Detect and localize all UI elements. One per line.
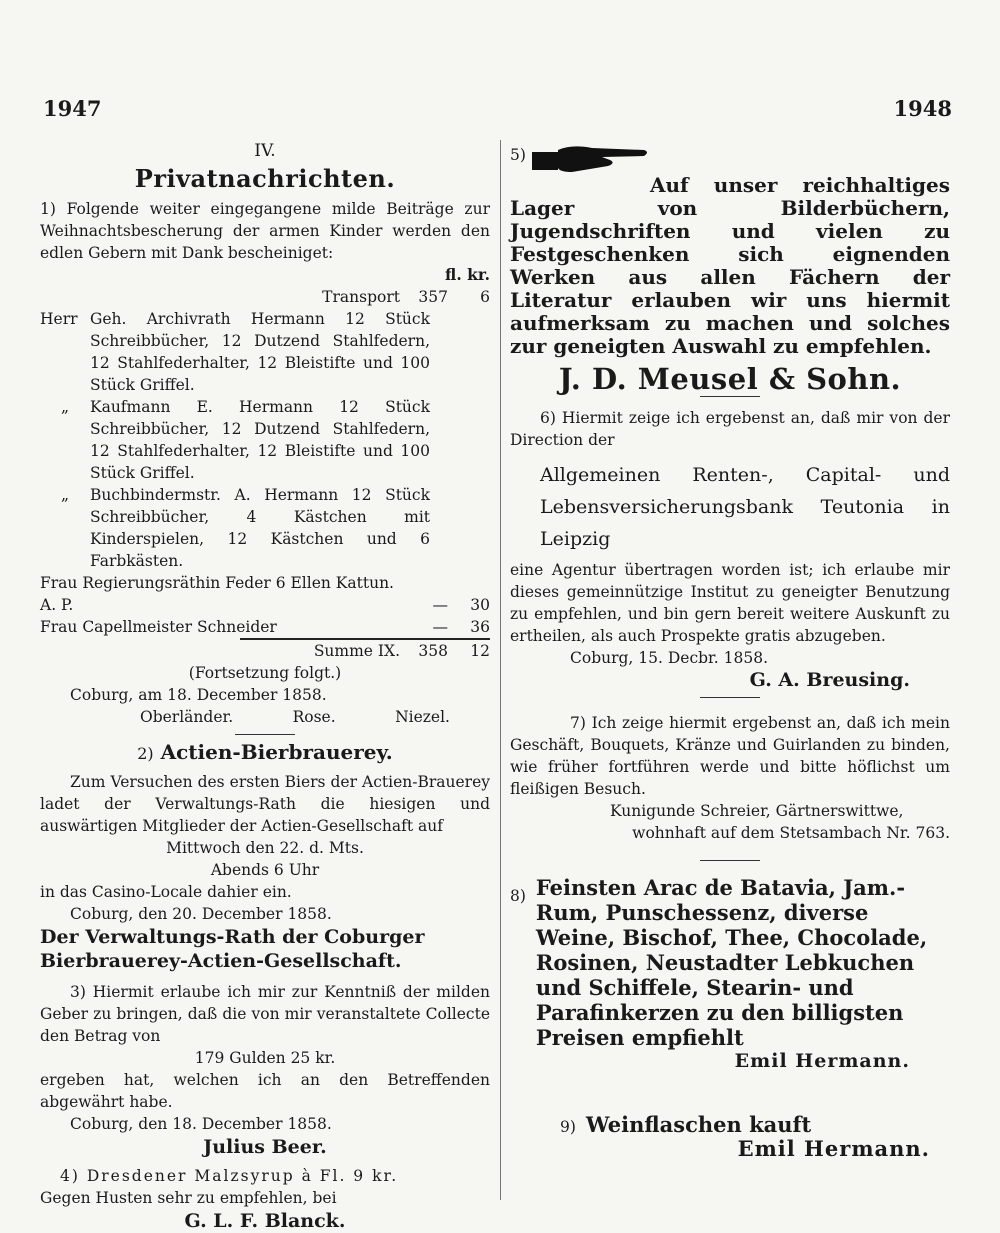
item9 xyxy=(510,1112,950,1138)
item2-signature: Der Verwaltungs-Rath der Coburger Bierbrauerey-Actien-Gesellschaft. xyxy=(40,926,425,972)
donation-text: Buchbindermstr. A. Hermann 12 Stück Schreibbücher, 4 Kästchen mit Kinderspielen, 12 Kästchen und 6 Farbkästen. xyxy=(90,486,430,570)
signer: Rose. xyxy=(292,708,336,726)
transport-fl: 357 xyxy=(418,288,448,306)
item7-text: 7) Ich zeige hiermit ergebenst an, daß ich mein Geschäft, Bouquets, Kränze und Guirlanden zu binden, wie früher fortführen werde und bitte höflichst um fleißigen Besuch. xyxy=(510,714,950,798)
donation-text: Kaufmann E. Hermann 12 Stück Schreibbücher, 12 Dutzend Stahlfedern, 12 Stahlfederhalter, 12 Bleistifte und 100 Stück Griffel. xyxy=(90,398,430,482)
item5-company: J. D. Meusel & Sohn. xyxy=(558,362,902,396)
schneider-kr: 36 xyxy=(470,618,490,636)
item9-text: Weinflaschen kauft xyxy=(585,1112,812,1137)
page-number-left: 1947 xyxy=(43,96,102,121)
separator xyxy=(700,860,760,861)
item9-number: 9) xyxy=(560,1118,576,1136)
ap-fl: — xyxy=(432,596,448,614)
transport-row xyxy=(40,286,490,308)
item4-line1: 4) Dresdener Malzsyrup à Fl. 9 kr. xyxy=(60,1167,399,1185)
separator xyxy=(700,396,760,397)
item2-when-time: Abends 6 Uhr xyxy=(210,861,320,879)
item8-text: Feinsten Arac de Batavia, Jam.-Rum, Punschessenz, diverse Weine, Bischof, Thee, Chocolade, Rosinen, Neustadter Lebkuchen und Schiffele, Stearin- und Parafinkerzen zu den billigsten Preisen empfiehlt xyxy=(535,875,928,1050)
item8-signature: Emil Hermann. xyxy=(734,1050,910,1072)
pointing-hand-icon xyxy=(532,140,652,186)
item3-text: 3) Hiermit erlaube ich mir zur Kenntniß der milden Geber zu bringen, daß die von mir veranstaltete Collecte den Betrag von xyxy=(40,983,490,1045)
item1-intro: 1) Folgende weiter eingegangene milde Beiträge zur Weihnachtsbescherung der armen Kinder werden den edlen Gebern mit Dank bescheiniget: xyxy=(40,200,490,262)
schneider-fl: — xyxy=(432,618,448,636)
ap-label: A. P. xyxy=(40,596,74,614)
donation-entry xyxy=(40,396,490,484)
separator xyxy=(700,697,760,698)
item3-date: Coburg, den 18. December 1858. xyxy=(70,1115,332,1133)
ap-kr: 30 xyxy=(470,596,490,614)
item5-number: 5) xyxy=(510,146,526,164)
summe-row xyxy=(240,638,490,662)
ap-row xyxy=(40,594,490,616)
item5-text: Auf unser reichhaltiges Lager von Bilderbüchern, Jugendschriften und vielen zu Festgeschenken sich eignenden Werken aus allen Fächern der Literatur erlauben wir uns hiermit aufmerksam zu machen und solches zur geneigten Auswahl zu empfehlen. xyxy=(510,173,950,358)
item2-text: Zum Versuchen des ersten Biers der Actien-Brauerey ladet der Verwaltungs-Rath die hiesigen und auswärtigen Mitglieder der Actien-Gesellschaft auf xyxy=(40,773,490,835)
column-divider xyxy=(500,140,501,1200)
donation-prefix: Herr xyxy=(40,310,78,328)
signer: Niezel. xyxy=(395,708,450,726)
item2-number: 2) xyxy=(137,744,154,763)
donation-prefix: „ xyxy=(60,486,70,504)
donation-text: Geh. Archivrath Hermann 12 Stück Schreibbücher, 12 Dutzend Stahlfedern, 12 Stahlfederhalter, 12 Bleistifte und 100 Stück Griffel. xyxy=(90,310,430,394)
page-number-right: 1948 xyxy=(893,96,952,121)
summe-label: Summe IX. xyxy=(313,642,400,660)
item6-bank: Allgemeinen Renten-, Capital- und Lebensversicherungsbank Teutonia in Leipzig xyxy=(540,464,950,550)
item7-name: Kunigunde Schreier, Gärtnerswittwe, xyxy=(610,802,904,820)
currency-header: fl. kr. xyxy=(445,265,490,284)
donation-entry xyxy=(40,484,490,572)
signers-1 xyxy=(40,706,490,728)
item8-number: 8) xyxy=(510,887,526,905)
signer: Oberländer. xyxy=(140,708,234,726)
item6-signature: G. A. Breusing. xyxy=(749,669,910,691)
transport-label: Transport xyxy=(322,288,400,306)
item3-signature: Julius Beer. xyxy=(203,1136,327,1158)
item2-date: Coburg, den 20. December 1858. xyxy=(70,905,332,923)
fortsetzung: (Fortsetzung folgt.) xyxy=(188,664,342,682)
item4-signature: G. L. F. Blanck. xyxy=(184,1210,346,1232)
feder-line: Frau Regierungsräthin Feder 6 Ellen Kattun. xyxy=(40,574,394,592)
summe-kr: 12 xyxy=(470,642,490,660)
donation-entry xyxy=(40,308,490,396)
transport-kr: 6 xyxy=(480,288,490,306)
section-heading: Privatnachrichten. xyxy=(134,164,396,193)
item6-text1: 6) Hiermit zeige ich ergebenst an, daß mir von der Direction der xyxy=(510,409,950,449)
item2-heading xyxy=(40,741,490,765)
item8 xyxy=(510,875,950,1050)
item2-title: Actien-Bierbrauerey. xyxy=(160,740,393,764)
schneider-row xyxy=(40,616,490,638)
item2-where: in das Casino-Locale dahier ein. xyxy=(40,883,292,901)
item3-text2: ergeben hat, welchen ich an den Betreffenden abgewährt habe. xyxy=(40,1071,490,1111)
item2-when-date: Mittwoch den 22. d. Mts. xyxy=(166,839,364,857)
item6-text2: eine Agentur übertragen worden ist; ich erlaube mir dieses gemeinnützige Institut zu geneigter Benutzung zu empfehlen, und bin gern bereit weitere Auskunft zu ertheilen, als auch Prospekte gratis abzugeben. xyxy=(510,561,950,645)
donation-prefix: „ xyxy=(60,398,70,416)
summe-fl: 358 xyxy=(418,642,448,660)
item6-date: Coburg, 15. Decbr. 1858. xyxy=(570,649,768,667)
item9-signature: Emil Hermann. xyxy=(737,1136,930,1161)
right-column xyxy=(510,140,950,1160)
separator xyxy=(235,734,295,735)
item4-line2: Gegen Husten sehr zu empfehlen, bei xyxy=(40,1189,337,1207)
item3-amount: 179 Gulden 25 kr. xyxy=(194,1049,336,1067)
date-1: Coburg, am 18. December 1858. xyxy=(70,686,327,704)
left-column xyxy=(40,140,490,1233)
schneider-label: Frau Capellmeister Schneider xyxy=(40,618,277,636)
item7-address: wohnhaft auf dem Stetsambach Nr. 763. xyxy=(632,824,950,842)
section-number: IV. xyxy=(254,141,276,161)
